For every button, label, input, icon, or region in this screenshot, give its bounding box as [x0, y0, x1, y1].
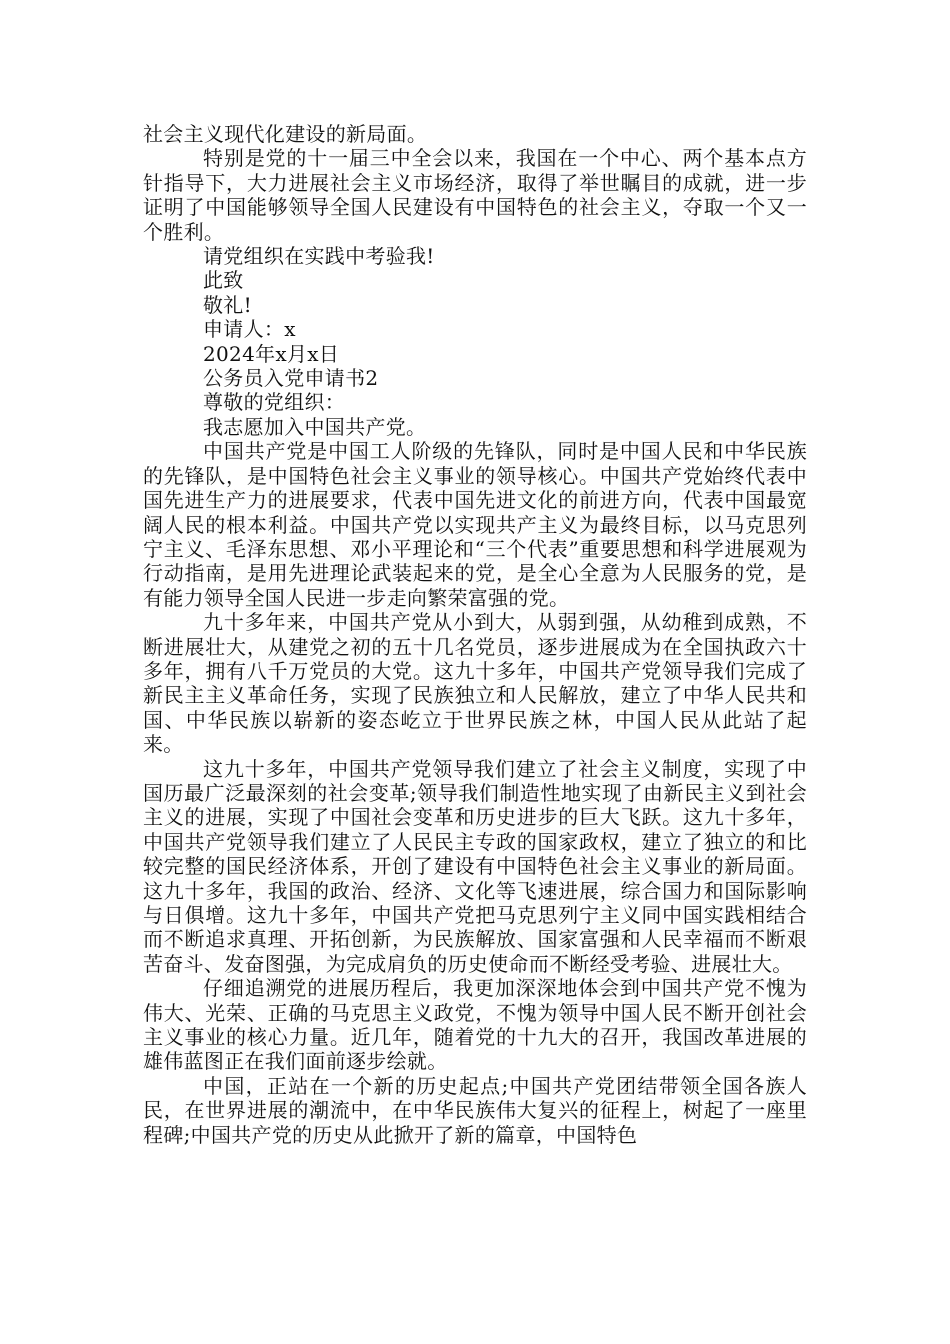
paragraph: 九十多年来，中国共产党从小到大，从弱到强，从幼稚到成熟，不断进展壮大，从建党之初的五十几名党员，逐步进展成为在全国执政六十多年，拥有八千万党员的大党。这九十多年，中国共产党领导我们完成了新民主主义革命任务，实现了民族独立和人民解放，建立了中华人民共和国、中华民族以崭新的姿态屹立于世界民族之林，中国人民从此站了起来。: [143, 610, 807, 757]
document-body: [143, 122, 807, 1147]
applicant-line: 申请人：x: [203, 317, 296, 342]
paragraph: 社会主义现代化建设的新局面。: [143, 122, 428, 146]
paragraph: 特别是党的十一届三中全会以来，我国在一个中心、两个基本点方针指导下，大力进展社会主义市场经济，取得了举世瞩目的成就，进一步证明了中国能够领导全国人民建设有中国特色的社会主义，夺取一个又一个胜利。: [143, 146, 807, 244]
closing-salutation-line: 此致: [203, 268, 244, 293]
closing-salutation-line: 敬礼!: [203, 292, 252, 317]
section-title: 公务员入党申请书2: [203, 366, 379, 391]
paragraph: 仔细追溯党的进展历程后，我更加深深地体会到中国共产党不愧为伟大、光荣、正确的马克思主义政党，不愧为领导中国人民不断开创社会主义事业的核心力量。近几年，随着党的十九大的召开，我国改革进展的雄伟蓝图正在我们面前逐步绘就。: [143, 976, 807, 1074]
paragraph: 请党组织在实践中考验我!: [203, 244, 435, 269]
paragraph: 中国共产党是中国工人阶级的先锋队，同时是中国人民和中华民族的先锋队，是中国特色社会主义事业的领导核心。中国共产党始终代表中国先进生产力的进展要求，代表中国先进文化的前进方向，代表中国最宽阔人民的根本利益。中国共产党以实现共产主义为最终目标，以马克思列宁主义、毛泽东思想、邓小平理论和“三个代表”重要思想和科学进展观为行动指南，是用先进理论武装起来的党，是全心全意为人民服务的党，是有能力领导全国人民进一步走向繁荣富强的党。: [143, 439, 807, 610]
paragraph: 中国，正站在一个新的历史起点;中国共产党团结带领全国各族人民，在世界进展的潮流中，在中华民族伟大复兴的征程上，树起了一座里程碑;中国共产党的历史从此掀开了新的篇章，中国特色: [143, 1073, 807, 1147]
date-line: 2024年x月x日: [203, 341, 340, 366]
paragraph: 这九十多年，中国共产党领导我们建立了社会主义制度，实现了中国历最广泛最深刻的社会变革;领导我们制造性地实现了由新民主义到社会主义的进展，实现了中国社会变革和历史进步的巨大飞跃。这九十多年，中国共产党领导我们建立了人民民主专政的国家政权，建立了独立的和比较完整的国民经济体系，开创了建设有中国特色社会主义事业的新局面。这九十多年，我国的政治、经济、文化等飞速进展，综合国力和国际影响与日俱增。这九十多年，中国共产党把马克思列宁主义同中国实践相结合而不断追求真理、开拓创新，为民族解放、国家富强和人民幸福而不断艰苦奋斗、发奋图强，为完成肩负的历史使命而不断经受考验、进展壮大。: [143, 756, 807, 976]
paragraph: 我志愿加入中国共产党。: [203, 414, 427, 439]
greeting-line: 尊敬的党组织：: [203, 390, 346, 415]
